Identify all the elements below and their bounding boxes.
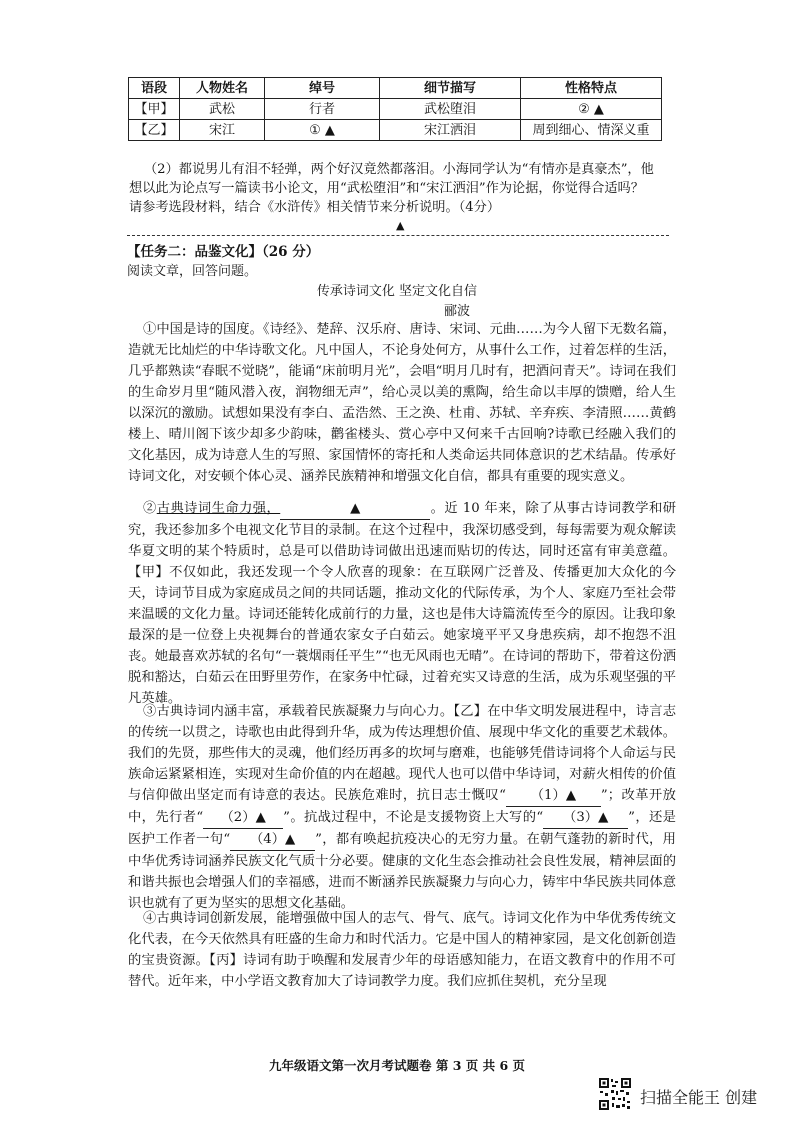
answer-blank: （3）▲ [543, 807, 628, 829]
answer-mark: ▲ [396, 219, 405, 232]
table-cell: 宋江洒泪 [380, 120, 521, 141]
task-heading: 【任务二：品鉴文化】（26 分） [127, 244, 320, 260]
article-title: 传承诗词文化 坚定文化自信 [316, 284, 478, 299]
header-cell: 绰号 [265, 78, 380, 99]
answer-blank: （2）▲ [203, 807, 283, 829]
scanner-watermark: 扫描全能王 创建 [640, 1088, 758, 1107]
table-cell: 武松 [180, 99, 265, 120]
question-line: （2）都说男儿有泪不轻弹，两个好汉竟然都落泪。小海同学认为“有情亦是真豪杰”，他 [144, 162, 654, 177]
table-row [129, 120, 662, 141]
answer-blank: ▲ [280, 498, 430, 520]
answer-blank: （4）▲ [230, 829, 315, 851]
header-cell: 人物姓名 [180, 78, 265, 99]
question-2 [129, 160, 677, 217]
qr-code-icon [598, 1077, 632, 1111]
table-cell: 【甲】 [129, 99, 180, 120]
table-cell: 【乙】 [129, 120, 180, 141]
question-line: 请参考选段材料，结合《水浒传》相关情节来分析说明。（4分） [129, 200, 501, 215]
table-cell: 周到细心、情深义重 [521, 120, 662, 141]
paragraph-4: ④古典诗词创新发展，能增强做中国人的志气、骨气、底气。诗词文化作为中华优秀传统文化代表，在今天依然具有旺盛的生命力和时代活力。它是中国人的精神家园，是文化创新创造的宝贵资源。【丙】诗词有助于唤醒和发展青少年的母语感知能力，在语文教育中的作用不可替代。近年来，中小学语文教育加大了诗词教学力度。我们应抓住契机，充分呈现 [128, 911, 676, 989]
header-cell: 细节描写 [380, 78, 521, 99]
paragraph-text: 。近 10 年来，除了从事古诗词教学和研究，我还参加多个电视文化节目的录制。在这个过程中，我深切感受到，每每需要为观众解读华夏文明的某个特质时，总是可以借助诗词做出迅速而贴切的传达，同时还富有审美意蕴。【甲】不仅如此，我还发现一个令人欣喜的现象：在互联网广泛普及、传播更加大众化的今天，诗词节目成为家庭成员之间的共同话题，推动文化的代际传承，为个人、家庭乃至社会带来温暖的文化力量。诗词还能转化成前行的力量，这也是伟大诗篇流传至今的原因。让我印象最深的是一位登上央视舞台的普通农家女子白茹云。她家境平平又身患疾病，却不抱怨不沮丧。她最喜欢苏轼的名句“一蓑烟雨任平生”“也无风雨也无晴”。在诗词的帮助下，带着这份洒脱和豁达，白茹云在田野里劳作，在家务中忙碌，过着充实又诗意的生活，成为乐观坚强的平凡英雄。 [128, 501, 677, 706]
section-divider [127, 235, 669, 236]
table-row [129, 99, 662, 120]
header-cell: 性格特点 [521, 78, 662, 99]
paragraph-1: ①中国是诗的国度。《诗经》、楚辞、汉乐府、唐诗、宋词、元曲……为今人留下无数名篇，造就无比灿烂的中华诗歌文化。凡中国人，不论身处何方，从事什么工作，过着怎样的生活，几乎都熟读“春眠不觉晓”，能诵“床前明月光”，会唱“明月几时有，把酒问青天”。诗词在我们的生命岁月里“随风潜入夜，润物细无声”，给心灵以美的熏陶，给生命以丰厚的馈赠，给人生以深沉的激励。试想如果没有李白、孟浩然、王之涣、杜甫、苏轼、辛弃疾、李清照……黄鹤楼上、晴川阁下该少却多少韵味，鹳雀楼头、赏心亭中又何来千古回响?诗歌已经融入我们的文化基因，成为诗意人生的写照、家国情怀的寄托和人类命运共同体意识的艺术结晶。传承好诗词文化，对安顿个体心灵、涵养民族精神和增强文化自信，都具有重要的现实意义。 [128, 322, 676, 484]
task-instruction: 阅读文章，回答问题。 [127, 264, 258, 279]
underlined-sentence: 古典诗词生命力强， ▲ [157, 501, 431, 516]
table-cell: ② ▲ [521, 99, 662, 120]
table-cell: 武松堕泪 [380, 99, 521, 120]
answer-blank: （1）▲ [506, 785, 601, 807]
header-cell: 语段 [129, 78, 180, 99]
article-author: 郦波 [444, 304, 471, 319]
paragraph-2 [128, 498, 676, 709]
paragraph-number: ② [143, 501, 157, 516]
table-cell: 行者 [265, 99, 380, 120]
table-cell: ① ▲ [265, 120, 380, 141]
paragraph-3: ③古典诗词内涵丰富，承载着民族凝聚力与向心力。【乙】在中华文明发展进程中，诗言志的传统一以贯之，诗歌也由此得到升华，成为传达理想价值、展现中华文化的重要艺术载体。我们的先贤，那些伟大的灵魂，他们经历再多的坎坷与磨难，也能够凭借诗词将个人命运与民族命运紧紧相连，实现对生命价值的内在超越。现代人也可以借中华诗词，对薪火相传的价值与信仰做出坚定而有诗意的表达。民族危难时，抗日志士慨叹“ （1）▲ ”；改革开放中，先行者“ （2）▲ ”。抗战过程中，不论是支援物资上大写的“ （3）▲ ”，还是医护工作者一句“ （4）▲ ”，都有唤起抗疫决心的无穷力量。在朝气蓬勃的新时代，用中华优秀诗词涵养民族文化气质十分必要。健康的文化生态会推动社会良性发展，精神层面的和谐共振也会增强人们的幸福感，进而不断涵养民族凝聚力与向心力，铸牢中华民族共同体意识也就有了更为坚实的思想文化基础。 [128, 704, 676, 911]
table-cell: 宋江 [180, 120, 265, 141]
table-header-row [129, 78, 662, 99]
character-table [128, 77, 662, 141]
question-line: 想以此为论点写一篇读书小论文，用“武松堕泪”和“宋江洒泪”作为论据，你觉得合适吗？ [129, 181, 644, 196]
page-footer: 九年级语文第一次月考试题卷 第 3 页 共 6 页 [268, 1058, 525, 1073]
